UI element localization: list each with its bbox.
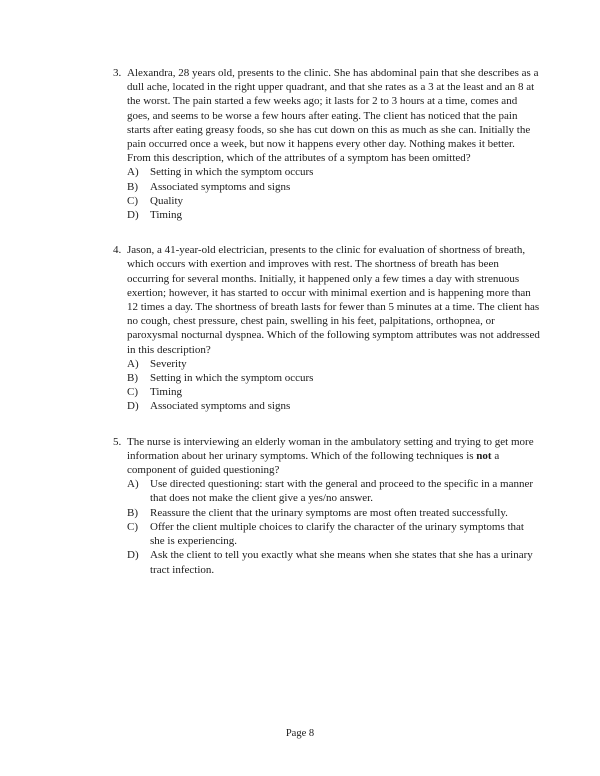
answer-option <box>127 194 541 208</box>
stem-text: a component of guided questioning? <box>127 449 500 477</box>
option-letter: C) <box>127 386 138 399</box>
option-text: Ask the client to tell you exactly what she means when she states that she has a urinary tract infection. <box>150 549 533 576</box>
option-text: Setting in which the symptom occurs <box>150 372 314 385</box>
option-text: Associated symptoms and signs <box>150 180 291 193</box>
answer-option <box>127 180 541 194</box>
stem-text-bold: not <box>476 449 492 462</box>
question <box>113 435 541 577</box>
answer-option <box>127 520 541 548</box>
question-body <box>127 435 541 577</box>
question-list <box>113 66 541 577</box>
option-text: Quality <box>150 194 183 207</box>
stem-text: Jason, a 41-year-old electrician, presents to the clinic for evaluation of shortness of breath, which occurs with exertion and improves with rest. The shortness of breath has been occurring for several months. Initially, it happened only a few times a day with strenuous exertion; however, it has started to occur with minimal exertion and is happening more than 12 times a day. The shortness of breath lasts for fewer than 5 minutes at a time. The client has no cough, chest pressure, chest pain, swelling in his feet, palpitations, orthopnea, or paroxysmal nocturnal dyspnea. Which of the following symptom attributes was not addressed in this description? <box>127 244 540 356</box>
options-list <box>127 357 541 414</box>
answer-option <box>127 506 541 520</box>
option-letter: C) <box>127 520 138 533</box>
option-text: Setting in which the symptom occurs <box>150 166 314 179</box>
stem-text: The nurse is interviewing an elderly woman in the ambulatory setting and trying to get more information about her urinary symptoms. Which of the following techniques is <box>127 435 534 462</box>
question <box>113 66 541 222</box>
page-number: Page 8 <box>285 728 315 739</box>
answer-option <box>127 357 541 371</box>
option-letter: A) <box>127 357 139 370</box>
option-letter: A) <box>127 478 139 491</box>
question-stem <box>127 66 541 165</box>
question-number: 3. <box>113 67 122 79</box>
options-list <box>127 165 541 222</box>
option-letter: B) <box>127 506 138 519</box>
option-text: Associated symptoms and signs <box>150 400 291 413</box>
option-letter: B) <box>127 372 138 385</box>
option-letter: B) <box>127 180 138 193</box>
option-text: Timing <box>150 209 183 222</box>
option-letter: D) <box>127 209 139 222</box>
answer-option <box>127 208 541 222</box>
page-footer <box>0 727 600 740</box>
stem-text: Alexandra, 28 years old, presents to the clinic. She has abdominal pain that she describes as a dull ache, located in the right upper quadrant, and that she rates as a 3 at the least and an 8 at the worst. The pain started a few weeks ago; it lasts for 2 to 3 hours at a time, comes and goes, and seems to be worse a few hours after eating. The client has noticed that the pain starts after eating greasy foods, so she has cut down on this as much as she can. Initially the pain occurred once a week, but now it happens every other day. Nothing makes it better. From this description, which of the attributes of a symptom has been omitted? <box>127 67 539 165</box>
answer-option <box>127 385 541 399</box>
option-text: Use directed questioning: start with the general and proceed to the specific in a manner that does not make the client give a yes/no answer. <box>150 478 534 505</box>
option-text: Severity <box>150 357 187 370</box>
answer-option <box>127 477 541 505</box>
option-text: Timing <box>150 386 183 399</box>
question-number: 4. <box>113 244 122 257</box>
answer-option <box>127 399 541 413</box>
option-text: Reassure the client that the urinary symptoms are most often treated successfully. <box>150 506 508 519</box>
question <box>113 243 541 413</box>
question-stem <box>127 435 541 478</box>
option-letter: D) <box>127 400 139 413</box>
option-letter: D) <box>127 549 139 562</box>
option-text: Offer the client multiple choices to clarify the character of the urinary symptoms that she is experiencing. <box>150 520 524 548</box>
option-letter: A) <box>127 166 139 179</box>
question-body <box>127 66 541 222</box>
answer-option <box>127 165 541 179</box>
question-stem <box>127 243 541 357</box>
answer-option <box>127 371 541 385</box>
question-body <box>127 243 541 413</box>
question-number: 5. <box>113 435 122 448</box>
answer-option <box>127 548 541 576</box>
options-list <box>127 477 541 576</box>
option-letter: C) <box>127 194 138 207</box>
